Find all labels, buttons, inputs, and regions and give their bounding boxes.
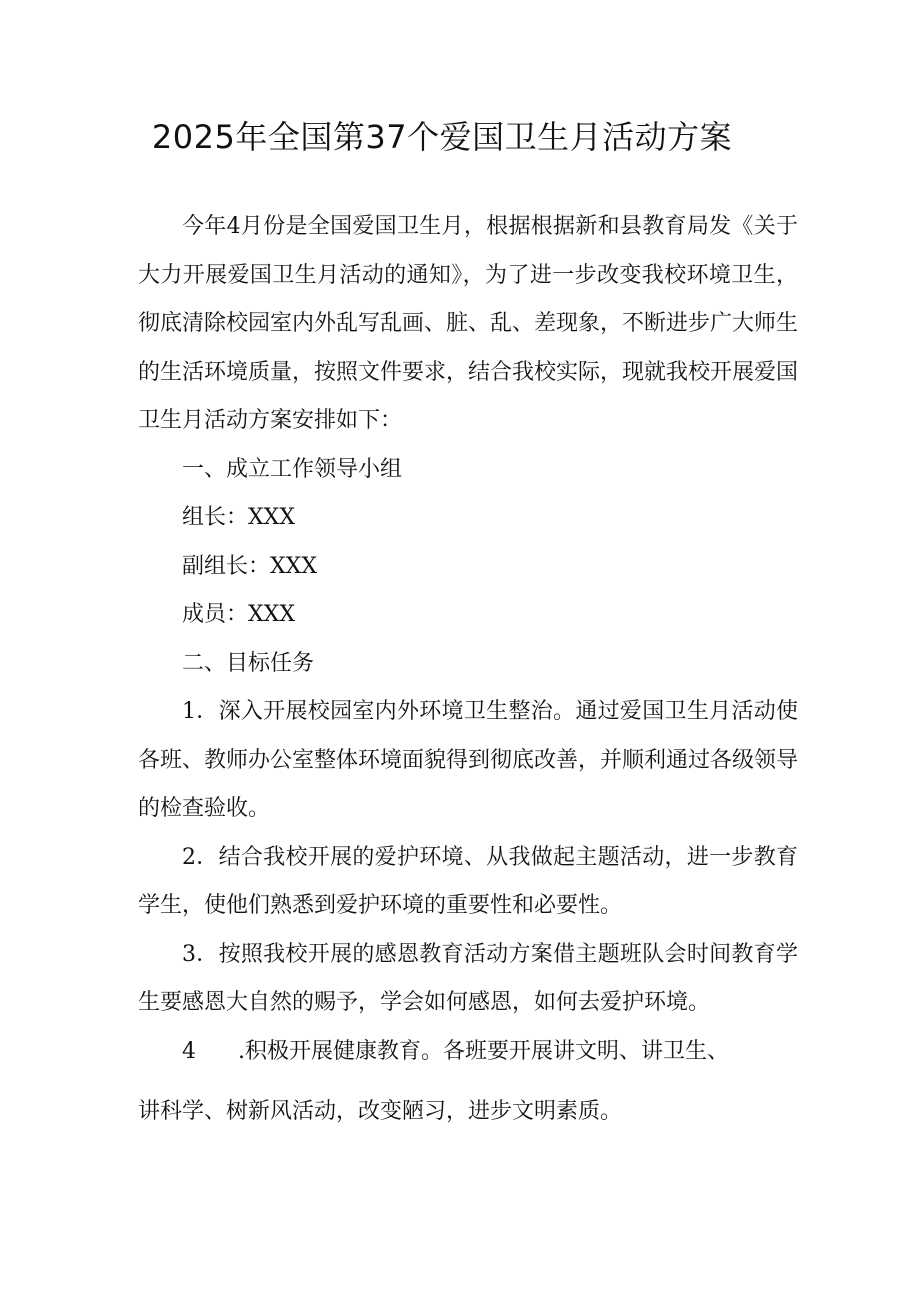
task-item-4: [138, 1028, 798, 1077]
section-heading-leadership: 一、成立工作领导小组: [182, 456, 403, 482]
document-title: 2025年全国第37个爱国卫生月活动方案: [151, 118, 733, 156]
document-body: [138, 203, 798, 1137]
members-line: 成员：XXX: [182, 602, 295, 627]
task-item-4-text: .积极开展健康教育。各班要开展讲文明、讲卫生、: [238, 1038, 729, 1064]
leader-line: 组长：XXX: [182, 505, 295, 530]
deputy-leader-line: 副组长：XXX: [182, 553, 317, 579]
section-heading-goals: 二、目标任务: [182, 650, 315, 676]
task-item-4-number: 4: [182, 1038, 196, 1064]
task-item-1: 1．深入开展校园室内外环境卫生整治。通过爱国卫生月活动使各班、教师办公室整体环境面貌得到彻底改善，并顺利通过各级领导的检查验收。: [138, 699, 799, 821]
task-item-2: 2．结合我校开展的爱护环境、从我做起主题活动，进一步教育学生，使他们熟悉到爱护环境的重要性和必要性。: [138, 844, 798, 918]
task-item-3: 3．按照我校开展的感恩教育活动方案借主题班队会时间教育学生要感恩大自然的赐予，学会如何感恩，如何去爱护环境。: [138, 941, 798, 1015]
task-item-4-continuation: 讲科学、树新风活动，改变陋习，进步文明素质。: [138, 1099, 623, 1124]
intro-paragraph: 今年4月份是全国爱国卫生月，根据根据新和县教育局发《关于大力开展爱国卫生月活动的通知》，为了进一步改变我校环境卫生，彻底清除校园室内外乱写乱画、脏、乱、差现象，不断进步广大师生的生活环境质量，按照文件要求，结合我校实际，现就我校开展爱国卫生月活动方案安排如下：: [138, 214, 799, 433]
